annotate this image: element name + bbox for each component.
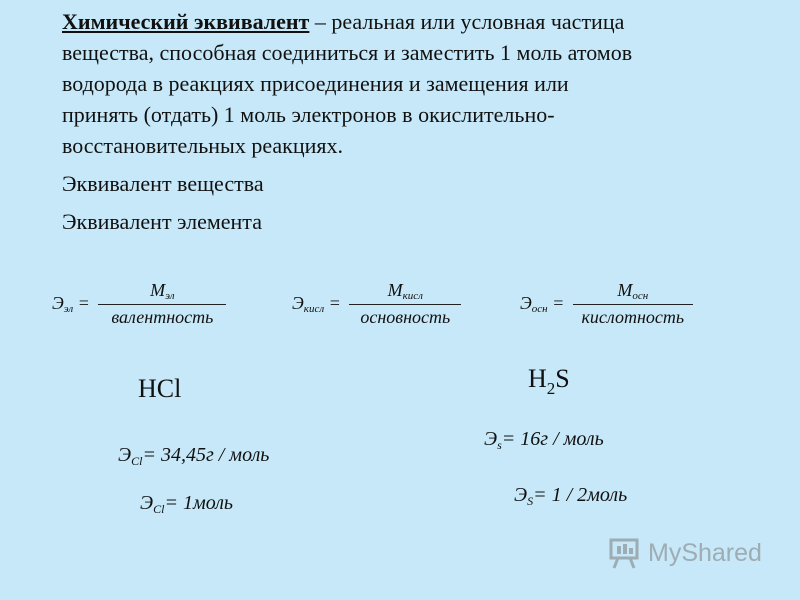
hcl-equivalent-mass: $Э_{Cl}= 34,45г$ / моль: [118, 444, 270, 468]
equivalent-substance-heading: Эквивалент вещества: [62, 171, 264, 196]
definition-term: Химический эквивалент: [62, 9, 310, 34]
formula-numerator: M: [150, 280, 166, 300]
h2s-equivalent-mass: $Э_s= 16г$ / моль: [484, 428, 604, 452]
slide-text: [62, 6, 752, 237]
formula-fraction: [573, 280, 693, 328]
h2s-equivalent-amount: $Э_S= 1$ / 2моль: [514, 484, 628, 508]
hcl-formula: HCl: [138, 374, 182, 403]
formula-numerator-sub: кисл: [402, 290, 423, 302]
hcl-equivalent-amount: $Э_{Cl}=$ 1моль: [140, 492, 234, 516]
formula-numerator-sub: эл: [165, 290, 175, 302]
formula-lhs: Э: [520, 293, 532, 313]
definition-line-1: [62, 6, 752, 37]
formula-fraction: [98, 280, 226, 328]
formula-acid-equivalent: $Э_{кисл}$ = $\frac{M_{кисл}}{\text{основность}}$: [292, 280, 461, 328]
definition-line-4: принять (отдать) 1 моль электронов в окислительно-: [62, 102, 555, 127]
formula-denominator: основность: [360, 307, 451, 327]
formula-lhs: Э: [52, 293, 64, 313]
formula-numerator: M: [387, 280, 403, 300]
definition-text: – реальная или условная частица: [309, 9, 625, 34]
formula-lhs-sub: осн: [531, 303, 548, 315]
formula-numerator: M: [617, 280, 633, 300]
formula-denominator: кислотность: [581, 307, 685, 327]
formula-lhs: Э: [292, 293, 304, 313]
definition-line-3: водорода в реакциях присоединения и замещения или: [62, 71, 569, 96]
equivalent-element-heading: Эквивалент элемента: [62, 209, 262, 234]
definition-line-5: восстановительных реакциях.: [62, 133, 343, 158]
formula-element-equivalent: $Э_{эл}$ = $\frac{M_{эл}}{\text{валентность}}$: [52, 280, 226, 328]
h2s-formula: $H_2S$: [528, 364, 570, 398]
formula-fraction: [349, 280, 461, 328]
watermark-text: MyShared: [648, 538, 762, 567]
formula-numerator-sub: осн: [632, 290, 649, 302]
formula-lhs-sub: эл: [63, 303, 74, 315]
watermark: [608, 536, 762, 570]
formula-denominator: валентность: [111, 307, 214, 327]
formula-base-equivalent: $Э_{осн}$ = $\frac{M_{осн}}{\text{кислотность}}$: [520, 280, 693, 328]
definition-line-2: вещества, способная соединиться и заместить 1 моль атомов: [62, 40, 633, 65]
formula-lhs-sub: кисл: [303, 303, 325, 315]
presentation-board-icon: [608, 536, 642, 570]
